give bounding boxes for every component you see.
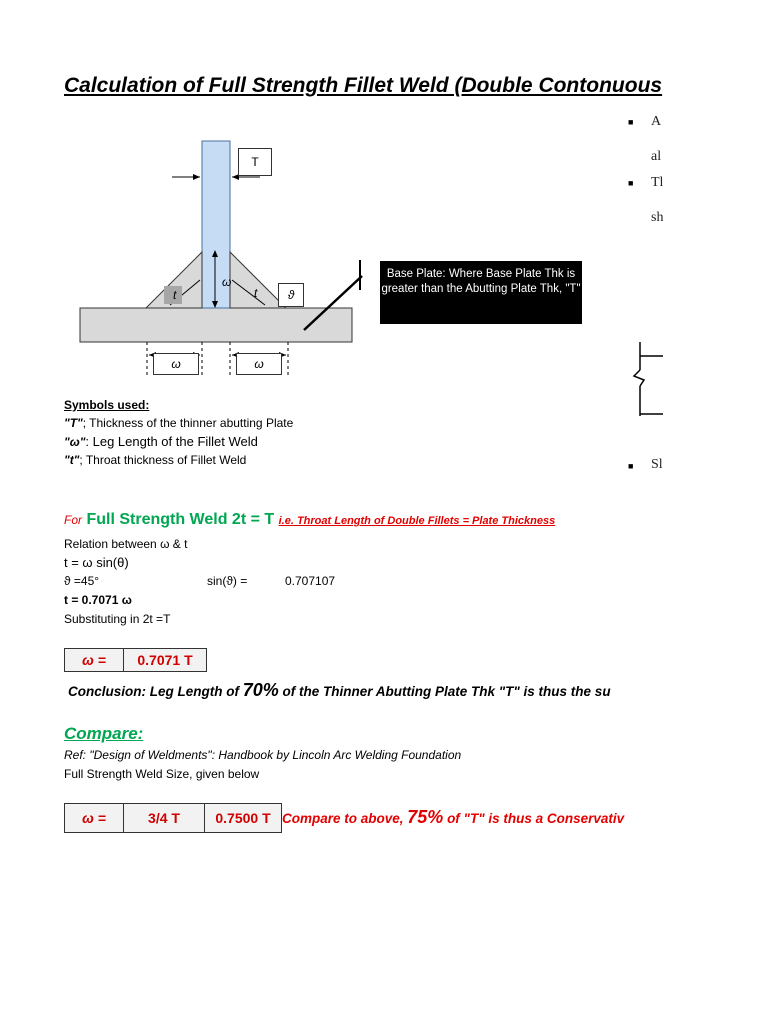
compare-sub: Full Strength Weld Size, given below <box>64 767 260 781</box>
result-omega-0707 <box>64 648 207 672</box>
right-fragment-1: A <box>651 114 662 129</box>
result2-symbol: ω = <box>65 804 124 832</box>
label-omega-left: ω <box>153 353 199 375</box>
label-theta-box: ϑ <box>278 283 304 307</box>
result-omega-075 <box>64 803 282 833</box>
weld-diagram <box>60 130 370 380</box>
relation-line3-mid: sin(ϑ) = <box>207 574 248 588</box>
page-title: Calculation of Full Strength Fillet Weld (Double Contonuous <box>64 74 663 97</box>
right-fragment-5: Sl <box>651 457 663 472</box>
conclusion: Conclusion: Leg Length of 70% of the Thinner Abutting Plate Thk "T" is thus the su <box>68 680 611 700</box>
compare-heading: Compare: <box>64 724 144 743</box>
full-strength-line: For Full Strength Weld 2t = T i.e. Throat Length of Double Fillets = Plate Thickness <box>64 511 556 528</box>
symbol-T: "T"; Thickness of the thinner abutting Plate <box>64 416 294 430</box>
bullet-1: ■ <box>628 117 634 127</box>
relation-line2: t = ω sin(θ) <box>64 555 129 570</box>
label-T-box: T <box>238 148 272 176</box>
symbol-omega: "ω": Leg Length of the Fillet Weld <box>64 434 258 449</box>
relation-line5: Substituting in 2t =T <box>64 612 171 626</box>
relation-line3-left: ϑ =45° <box>64 574 100 588</box>
bullet-3: ■ <box>628 461 634 471</box>
right-fragment-4: sh <box>651 210 663 225</box>
relation-line4: t = 0.7071 ω <box>64 593 132 607</box>
result1-value: 0.7071 T <box>124 649 206 671</box>
bullet-2: ■ <box>628 178 634 188</box>
label-t-left: t <box>173 288 177 302</box>
right-fragment-3: Tl <box>651 175 663 190</box>
right-fragment-2: al <box>651 149 662 164</box>
result2-comment: Compare to above, 75% of "T" is thus a Conservativ <box>282 807 625 827</box>
symbols-heading: Symbols used: <box>64 398 150 412</box>
result2-value: 0.7500 T <box>205 804 281 832</box>
base-plate-callout: Base Plate: Where Base Plate Thk is greater than the Abutting Plate Thk, "T" <box>380 261 582 324</box>
compare-ref: Ref: "Design of Weldments": Handbook by Lincoln Arc Welding Foundation <box>64 748 462 762</box>
break-symbol <box>626 340 663 420</box>
relation-line1: Relation between ω & t <box>64 537 188 551</box>
result1-symbol: ω = <box>65 649 124 671</box>
label-omega-right: ω <box>236 353 282 375</box>
relation-line3-val: 0.707107 <box>285 574 336 588</box>
label-t-right: t <box>254 286 258 300</box>
result2-fraction: 3/4 T <box>124 804 205 832</box>
label-omega-top: ω <box>222 275 232 289</box>
symbol-t: "t"; Throat thickness of Fillet Weld <box>64 453 247 467</box>
